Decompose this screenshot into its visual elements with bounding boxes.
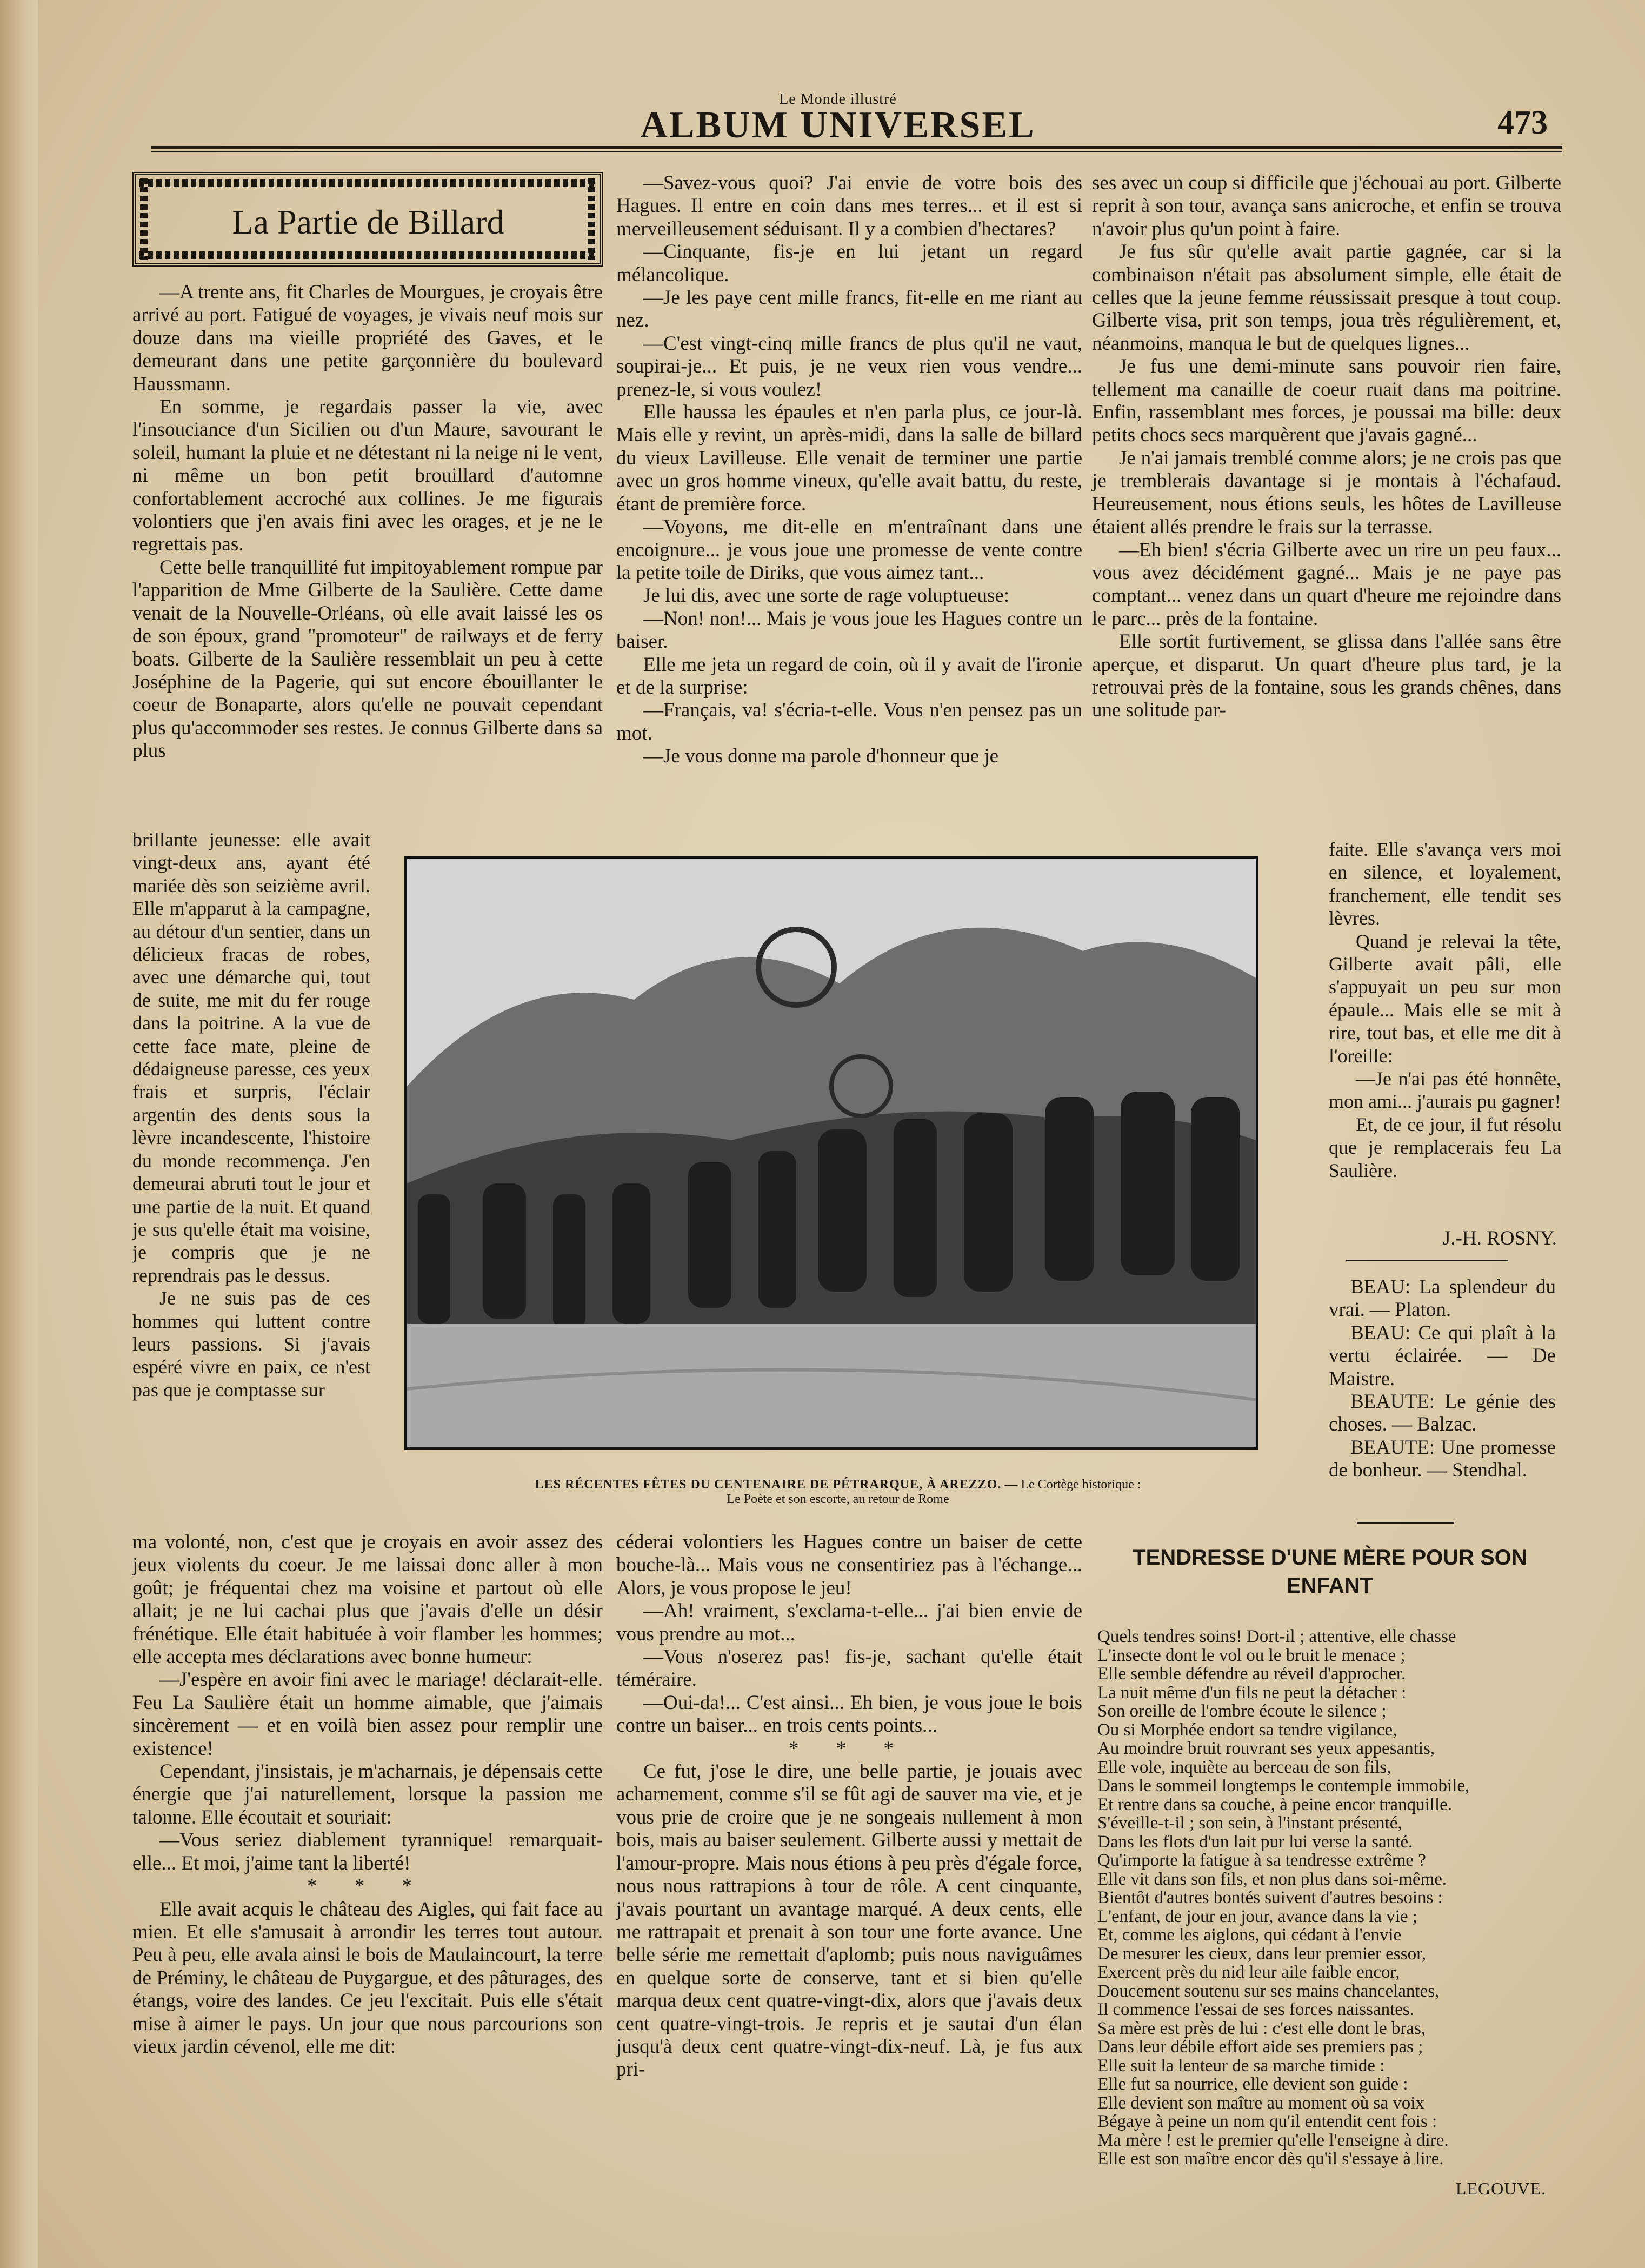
header-title: ALBUM UNIVERSEL bbox=[640, 104, 1036, 146]
paragraph: —Français, va! s'écria-t-elle. Vous n'en pensez pas un mot. bbox=[616, 699, 1082, 744]
paragraph: Elle sortit furtivement, se glissa dans l'allée sans être aperçue, et disparut. Un quart d'heure plus tard, je la retrouvai près de la fontaine, sous les grands chênes, dans une solitude par- bbox=[1092, 630, 1561, 722]
paragraph: —Eh bien! s'écria Gilberte avec un rire un peu faux... vous avez décidément gagné... Mais je ne paye pas comptant... venez dans un quart d'heure me rejoindre dans le parc... près de la fontaine. bbox=[1092, 538, 1561, 630]
story-title: La Partie de Billard bbox=[232, 203, 504, 241]
column-3-top bbox=[1092, 172, 1561, 722]
poem-line: Elle vole, inquiète au berceau de son fils, bbox=[1097, 1757, 1391, 1777]
column-3-narrow bbox=[1329, 838, 1561, 1182]
caption-title: LES RÉCENTES FÊTES DU CENTENAIRE DE PÉTRARQUE, À AREZZO. bbox=[535, 1478, 1002, 1492]
poem-line: Quels tendres soins! Dort-il ; attentive, elle chasse bbox=[1097, 1627, 1456, 1646]
poem-line: Au moindre bruit rouvrant ses yeux appesantis, bbox=[1097, 1739, 1435, 1758]
column-2-bottom bbox=[616, 1531, 1082, 2081]
poem-body bbox=[1097, 1627, 1568, 2169]
paragraph: —Vous seriez diablement tyrannique! remarquait-elle... Et moi, j'aime tant la liberté! bbox=[132, 1829, 603, 1874]
paragraph: Et, de ce jour, il fut résolu que je remplacerais feu La Saulière. bbox=[1329, 1113, 1561, 1181]
page-number: 473 bbox=[1497, 104, 1548, 141]
column-1-narrow bbox=[132, 828, 370, 1401]
paragraph: —A trente ans, fit Charles de Mourgues, je croyais être arrivé au port. Fatigué de voyages, je vivais neuf mois sur douze dans ma vieille propriété des Gaves, et le demeurant dans une petite garçonnière du boulevard Haussmann. bbox=[132, 281, 603, 395]
divider bbox=[1357, 1522, 1454, 1524]
paragraph: Cette belle tranquillité fut impitoyablement rompue par l'apparition de Mme Gilberte de la Saulière. Cette dame venait de la Nouvelle-Orléans, où elle avait laissé les os de son époux, grand "promoteur" de railways et de ferry boats. Gilberte de la Saulière ressemblait un peu à cette Joséphine de la Pagerie, qui sut encore ébouillanter le coeur de Bonaparte, alors qu'elle ne pouvait cependant plus qu'accommoder ses restes. Je connus Gilberte dans sa plus bbox=[132, 556, 603, 762]
poem-author: LEGOUVE. bbox=[1455, 2179, 1546, 2198]
quote: BEAUTE: Le génie des choses. — Balzac. bbox=[1329, 1391, 1556, 1436]
paragraph: —Voyons, me dit-elle en m'entraînant dans une encoignure... je vous joue une promesse de vente contre la petite toile de Diriks, que vous aimez tant... bbox=[616, 516, 1082, 584]
header-rule-thin bbox=[151, 151, 1562, 152]
paragraph: —Cinquante, fis-je en lui jetant un regard mélancolique. bbox=[616, 241, 1082, 286]
poem-line: Qu'importe la fatigue à sa tendresse extrême ? bbox=[1097, 1851, 1426, 1870]
column-1-bottom bbox=[132, 1531, 603, 2058]
page-edge bbox=[0, 0, 38, 2268]
poem-line: Et rentre dans sa couche, à peine encor tranquille. bbox=[1097, 1794, 1453, 1814]
poem-line: Sa mère est près de lui : c'est elle dont le bras, bbox=[1097, 2018, 1426, 2038]
poem-line: Elle devient son maître au moment où sa voix bbox=[1097, 2093, 1424, 2113]
poem-title: TENDRESSE D'UNE MÈRE POUR SON ENFANT bbox=[1133, 1546, 1527, 1598]
paragraph: —Je n'ai pas été honnête, mon ami... j'aurais pu gagner! bbox=[1329, 1068, 1561, 1113]
poem-line: Elle semble défendre au réveil d'approcher. bbox=[1097, 1664, 1406, 1684]
paragraph: Elle me jeta un regard de coin, où il y avait de l'ironie et de la surprise: bbox=[616, 653, 1082, 699]
paragraph: céderai volontiers les Hagues contre un baiser de cette bouche-là... Mais vous ne consentiriez pas à l'échange... Alors, je vous propose le jeu! bbox=[616, 1531, 1082, 1599]
poem-line: Bientôt d'autres bontés suivent d'autres besoins : bbox=[1097, 1888, 1443, 1907]
poem-line: Ou si Morphée endort sa tendre vigilance, bbox=[1097, 1720, 1397, 1740]
section-break: * * * bbox=[307, 1875, 428, 1898]
quote: BEAUTE: Une promesse de bonheur. — Stendhal. bbox=[1329, 1436, 1556, 1482]
paragraph: —Non! non!... Mais je vous joue les Hagues contre un baiser. bbox=[616, 607, 1082, 653]
column-1-top bbox=[132, 281, 603, 763]
poem-line: Il commence l'essai de ses forces naissantes. bbox=[1097, 2000, 1414, 2019]
poem-line: La nuit même d'un fils ne peut la détacher : bbox=[1097, 1682, 1407, 1702]
paragraph: —Je les paye cent mille francs, fit-elle en me riant au nez. bbox=[616, 287, 1082, 332]
paragraph: Je n'ai jamais tremblé comme alors; je ne crois pas que je tremblerais davantage si je montais à l'échafaud. Heureusement, nous étions seuls, les hôtes de Lavilleuse étaient allés prendre le frais sur la terrasse. bbox=[1092, 447, 1561, 538]
poem-line: Elle vit dans son fils, et non plus dans soi-même. bbox=[1097, 1869, 1447, 1889]
paragraph: —J'espère en avoir fini avec le mariage! déclarait-elle. Feu La Saulière était un homme aimable, que j'aimais sincèrement — et en voilà bien assez pour remplir une existence! bbox=[132, 1668, 603, 1760]
paragraph: Je fus sûr qu'elle avait partie gagnée, car si la combinaison n'était pas absolument simple, elle était de celles que la jeune femme réussissait presque à tout coup. Gilberte visa, prit son temps, joua très régulièrement, et, néanmoins, manqua le but de quelques lignes... bbox=[1092, 241, 1561, 355]
photo-illustration bbox=[407, 859, 1256, 1447]
procession-photo bbox=[404, 856, 1258, 1450]
caption-text: — Le Cortège historique : bbox=[1001, 1478, 1141, 1492]
poem-line: Doucement soutenu sur ses mains chancelantes, bbox=[1097, 1981, 1440, 2001]
caption-line2: Le Poète et son escorte, au retour de Rome bbox=[727, 1492, 949, 1506]
header-rule bbox=[151, 146, 1562, 149]
paragraph: faite. Elle s'avança vers moi en silence, et loyalement, franchement, elle tendit ses lèvres. bbox=[1329, 839, 1561, 929]
section-break: * * * bbox=[789, 1737, 910, 1760]
paragraph: Elle avait acquis le château des Aigles, qui fait face au mien. Et elle s'amusait à arrondir les terres tout autour. Peu à peu, elle avala ainsi le bois de Maulaincourt, la terre de Préminy, le château de Puygargue, et des pâturages, des étangs, voire des landes. Ce jeu l'excitait. Puis elle s'était mise à aimer le pays. Un jour que nous parcourions son vieux jardin cévenol, elle me dit: bbox=[132, 1898, 603, 2058]
poem-line: L'enfant, de jour en jour, avance dans la vie ; bbox=[1097, 1906, 1417, 1926]
paragraph: —Vous n'oserez pas! fis-je, sachant qu'elle était téméraire. bbox=[616, 1646, 1082, 1691]
quote: BEAU: La splendeur du vrai. — Platon. bbox=[1329, 1276, 1556, 1321]
poem-line: L'insecte dont le vol ou le bruit le menace ; bbox=[1097, 1645, 1406, 1665]
paragraph: En somme, je regardais passer la vie, avec l'insouciance d'un Sicilien ou d'un Maure, savourant le soleil, humant la pluie et ne détestant ni la neige ni le vent, ni même un bon petit brouillard d'automne confortablement accroché aux collines. Je me figurais volontiers que j'en avais fini avec les orages, et je ne le regrettais pas. bbox=[132, 396, 603, 556]
poem-line: Bégaye à peine un nom qu'il entendit cent fois : bbox=[1097, 2112, 1437, 2131]
paragraph: ses avec un coup si difficile que j'échouai au port. Gilberte reprit à son tour, avança sans anicroche, et enfin se trouva n'avoir plus qu'un point à faire. bbox=[1092, 172, 1561, 240]
paragraph: ma volonté, non, c'est que je croyais en avoir assez des jeux violents du coeur. Je me laissai donc aller à mon goût; je fréquentai chez ma voisine et partout où elle allait; je ne lui cachai plus que j'avais d'elle un désir frénétique. Elle était habituée à voir flamber les hommes; elle accepta mes déclarations avec bonne humeur: bbox=[132, 1531, 603, 1668]
beauty-quotes bbox=[1329, 1276, 1556, 1482]
poem-line: Ma mère ! est le premier qu'elle l'enseigne à dire. bbox=[1097, 2130, 1449, 2150]
paragraph: —Oui-da!... C'est ainsi... Eh bien, je vous joue le bois contre un baiser... en trois cents points... bbox=[616, 1691, 1082, 1737]
paragraph: —C'est vingt-cinq mille francs de plus qu'il ne vaut, soupirai-je... Et puis, je ne veux rien vous vendre... prenez-le, si vous voulez! bbox=[616, 332, 1082, 401]
paragraph: Je ne suis pas de ces hommes qui luttent contre leurs passions. Si j'avais espéré vivre en paix, ce n'est pas que je comptasse sur bbox=[132, 1287, 370, 1401]
paragraph: —Ah! vraiment, s'exclama-t-elle... j'ai bien envie de vous prendre au mot... bbox=[616, 1600, 1082, 1645]
poem-line: Elle est son maître encor dès qu'il s'essaye à lire. bbox=[1097, 2149, 1444, 2169]
poem-line: De mesurer les cieux, dans leur premier essor, bbox=[1097, 1944, 1427, 1964]
story-title-box bbox=[132, 172, 603, 267]
poem-line: Dans le sommeil longtemps le contemple immobile, bbox=[1097, 1776, 1470, 1795]
paragraph: Quand je relevai la tête, Gilberte avait pâli, elle s'appuyait un peu sur mon épaule... Mais elle se mit à rire, tout bas, et elle me dit à l'oreille: bbox=[1329, 930, 1561, 1067]
paragraph: Je fus une demi-minute sans pouvoir rien faire, tellement ma canaille de coeur ruait dans ma poitrine. Enfin, rassemblant mes forces, je poussai ma bille: deux petits chocs secs marquèrent que j'avais gagné... bbox=[1092, 355, 1561, 447]
paragraph: —Savez-vous quoi? J'ai envie de votre bois des Hagues. Il entre en coin dans mes terres... et il est si merveilleusement séduisant. Il y a combien d'hectares? bbox=[616, 172, 1082, 240]
paragraph: Elle haussa les épaules et n'en parla plus, ce jour-là. Mais elle y revint, un après-midi, dans la salle de billard du vieux Lavilleuse. Elle venait de terminer une partie avec un gros homme vineux, qu'elle avait battu, du reste, étant de première force. bbox=[616, 401, 1082, 515]
poem-line: Et, comme les aiglons, qui cédant à l'envie bbox=[1097, 1925, 1402, 1945]
story-signature: J.-H. ROSNY. bbox=[1442, 1227, 1557, 1249]
divider bbox=[1346, 1260, 1508, 1261]
poem-line: Dans les flots d'un lait pur lui verse la santé. bbox=[1097, 1832, 1413, 1852]
quote: BEAU: Ce qui plaît à la vertu éclairée. — De Maistre. bbox=[1329, 1321, 1556, 1390]
poem-line: Dans leur débile effort aide ses premiers pas ; bbox=[1097, 2037, 1423, 2057]
poem-line: Exercent près du nid leur aile faible encor, bbox=[1097, 1963, 1400, 1982]
paragraph: Cependant, j'insistais, je m'acharnais, je dépensais cette énergie que j'ai naturellement, lorsque la passion me talonne. Elle écoutait et souriait: bbox=[132, 1760, 603, 1828]
poem-line: S'éveille-t-il ; son sein, à l'instant présenté, bbox=[1097, 1813, 1402, 1833]
paragraph: Ce fut, j'ose le dire, une belle partie, je jouais avec acharnement, comme s'il se fût agi de sauver ma vie, et je vous prie de croire que je ne songeais nullement à mon bois, mais au baiser seulement. Gilberte aussi y mettait de l'amour-propre. Mais nous étions à peu près d'égale force, nous nous rattrapions à tour de rôle. A cent cinquante, j'avais pourtant un avantage marqué. A deux cents, elle me rattrapait et prenait à son tour une forte avance. Une belle série me remettait d'aplomb; puis nous naviguâmes en quelque sorte de conserve, tant et si bien qu'elle marqua deux cent quatre-vingt-dix, alors que j'avais deux cent quatre-vingt-trois. Je repris et je sautai d'un élan jusqu'à deux cent quatre-vingt-dix-neuf. Là, je fus aux pri- bbox=[616, 1760, 1082, 2081]
paragraph: Je lui dis, avec une sorte de rage voluptueuse: bbox=[643, 584, 1010, 607]
paragraph: brillante jeunesse: elle avait vingt-deux ans, ayant été mariée dès son seizième avril. Elle m'apparut à la campagne, au détour d'un sentier, dans un délicieux fracas de robes, avec une démarche qui, tout de suite, me mit du fer rouge dans la poitrine. A la vue de cette face mate, pleine de dédaigneuse paresse, ces yeux frais et surpris, l'éclair argentin des dents sous la lèvre incandescente, l'histoire du monde recommença. J'en demeurai abruti tout le jour et une partie de la nuit. Et quand je sus qu'elle était ma voisine, je compris que je ne reprendrais pas le dessus. bbox=[132, 829, 370, 1286]
paragraph: —Je vous donne ma parole d'honneur que je bbox=[643, 745, 999, 768]
photo-caption bbox=[378, 1478, 1297, 1507]
poem-line: Elle fut sa nourrice, elle devient son guide : bbox=[1097, 2074, 1408, 2094]
column-2-top bbox=[616, 172, 1082, 768]
header-subtitle: Le Monde illustré bbox=[779, 91, 897, 108]
poem-line: Son oreille de l'ombre écoute le silence ; bbox=[1097, 1701, 1387, 1721]
poem-line: Elle suit la lenteur de sa marche timide : bbox=[1097, 2056, 1385, 2076]
